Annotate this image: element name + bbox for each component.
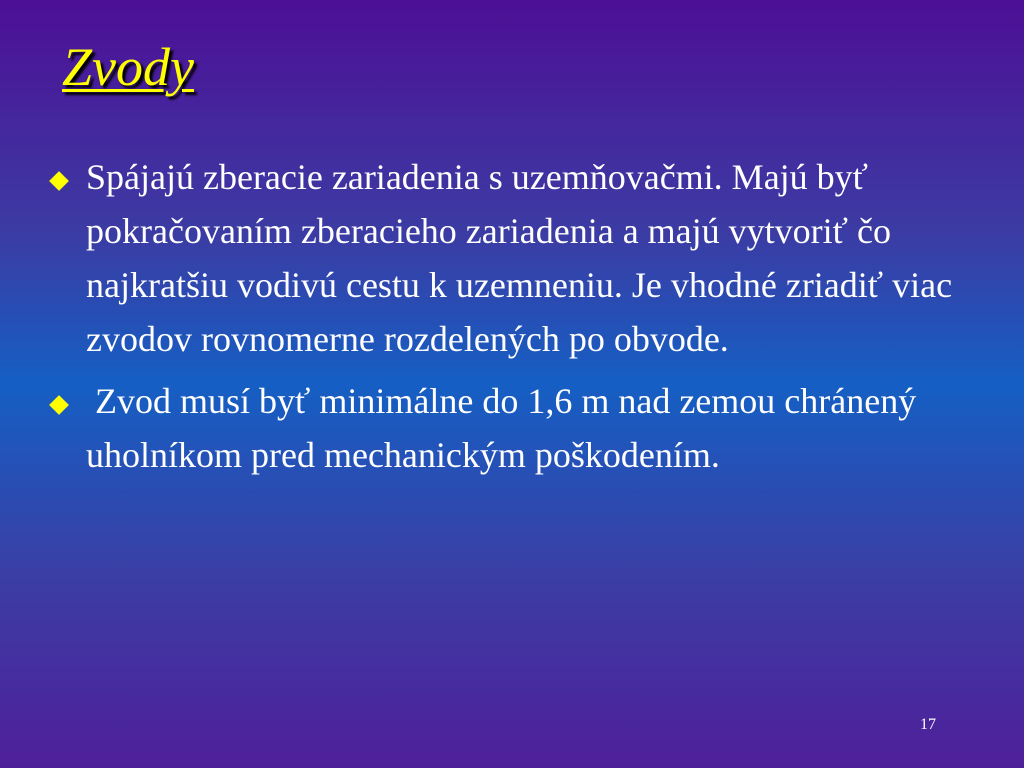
bullet-text: Spájajú zberacie zariadenia s uzemňovačmi. Majú byť pokračovaním zberacieho zariadenia a majú vytvoriť čo najkratšiu vodivú cestu k uzemneniu. Je vhodné zriadiť viac zvodov rovnomerne rozdelených po obvode. bbox=[86, 157, 953, 359]
diamond-bullet-icon bbox=[49, 171, 69, 191]
slide-title: Zvody bbox=[62, 37, 194, 97]
diamond-bullet-icon bbox=[49, 395, 69, 415]
bullet-list bbox=[48, 150, 978, 490]
bullet-text: Zvod musí byť minimálne do 1,6 m nad zemou chránený uholníkom pred mechanickým poškodením. bbox=[86, 381, 926, 475]
page-number: 17 bbox=[920, 716, 936, 733]
bullet-item bbox=[48, 150, 978, 366]
bullet-item bbox=[48, 374, 978, 482]
